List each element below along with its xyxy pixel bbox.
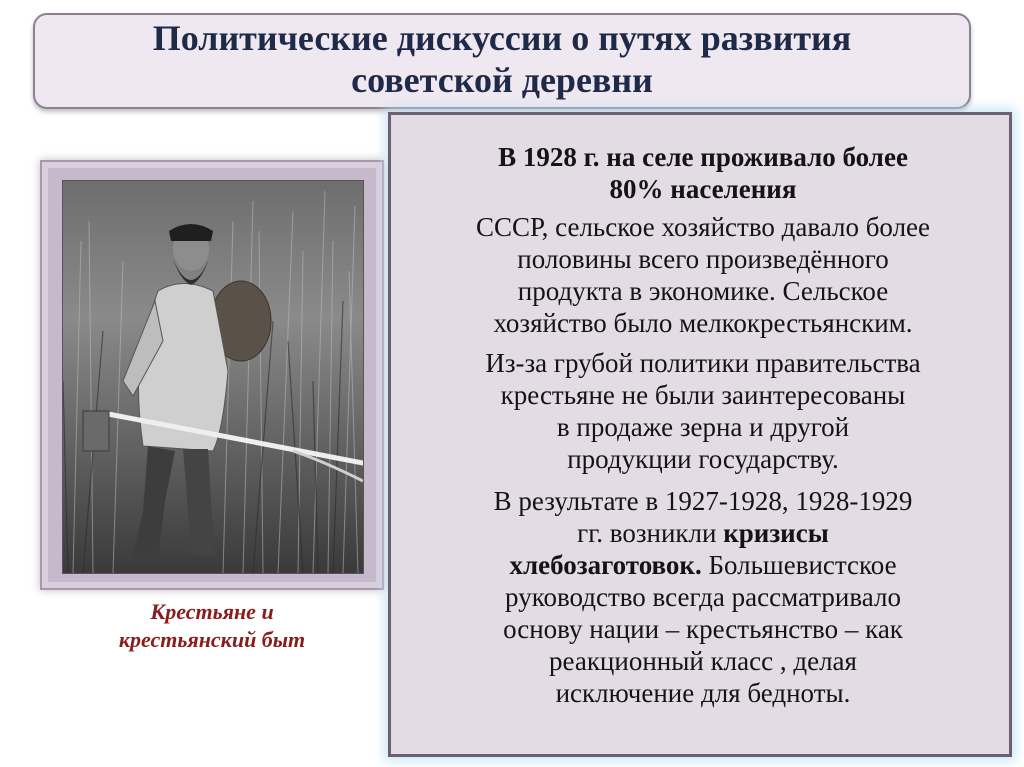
title-banner xyxy=(33,13,971,109)
p2-line-4: продукции государству. xyxy=(567,444,839,474)
peasant-with-scythe-illustration xyxy=(63,181,363,573)
peasant-photo xyxy=(62,180,364,574)
page-title-line-2: советской деревни xyxy=(351,60,653,100)
p2-line-2: крестьяне не были заинтересованы xyxy=(500,380,906,410)
p3-line-4: руководство всегда рассматривало xyxy=(505,582,901,612)
p3-line-3 xyxy=(391,549,1015,581)
p1-line-1: В 1928 г. на селе проживало более xyxy=(498,142,908,172)
p3-line-5: основу нации – крестьянство – как xyxy=(503,614,903,644)
p3-line-3-text: Большевистское xyxy=(701,550,897,580)
p3-line-1: В результате в 1927-1928, 1928-1929 xyxy=(493,486,913,516)
p2-line-1: Из-за грубой политики правительства xyxy=(485,348,921,378)
page-title-line-1: Политические дискуссии о путях развития xyxy=(152,18,852,58)
p3-line-2-bold: кризисы xyxy=(723,518,829,548)
caption-line-1: Крестьяне и xyxy=(150,599,274,624)
photo-caption xyxy=(40,598,384,654)
p3-line-2 xyxy=(391,517,1015,549)
p3-line-6: реакционный класс , делая xyxy=(549,646,857,676)
p1-line-4: половины всего произведённого xyxy=(517,244,889,274)
p3-line-2-text: гг. возникли xyxy=(577,518,724,548)
p2-line-3: в продаже зерна и другой xyxy=(556,412,850,442)
caption-line-2: крестьянский быт xyxy=(118,627,306,652)
p1-line-5: продукта в экономике. Сельское xyxy=(517,276,889,306)
p1-line-3: СССР, сельское хозяйство давало более xyxy=(475,212,931,242)
p1-line-6: хозяйство было мелкокрестьянским. xyxy=(493,308,913,338)
photo-frame xyxy=(40,160,384,590)
text-panel xyxy=(388,112,1012,757)
p3-line-7: исключение для бедноты. xyxy=(555,678,851,708)
p3-line-3-bold: хлебозаготовок. xyxy=(509,550,702,580)
p1-line-2: 80% населения xyxy=(609,174,797,204)
